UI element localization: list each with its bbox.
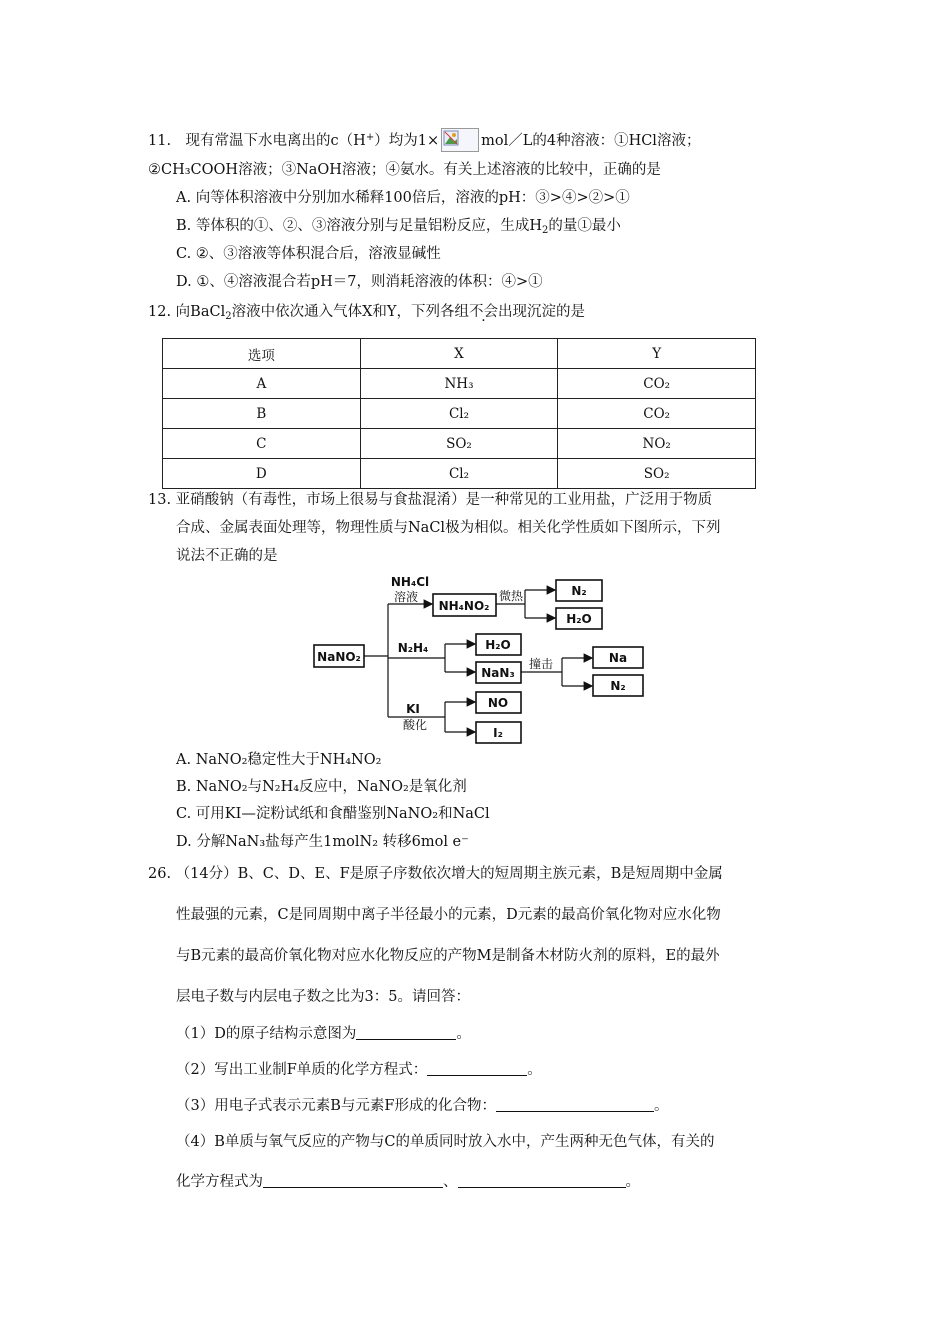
table-header: X	[360, 339, 558, 369]
q13-option-d: D. 分解NaN₃盐每产生1molN₂ 转移6mol e⁻	[176, 834, 469, 850]
table-header: 选项	[163, 339, 361, 369]
q13-option-a: A. NaNO₂稳定性大于NH₄NO₂	[176, 752, 382, 768]
q13-option-c: C. 可用KI—淀粉试纸和食醋鉴别NaNO₂和NaCl	[176, 806, 490, 822]
q11-option-c: C. ②、③溶液等体积混合后，溶液显碱性	[176, 246, 441, 262]
table-cell: D	[163, 459, 361, 489]
broken-image-icon	[441, 128, 479, 152]
q11-line-1: 11. 现有常温下水电离出的c（H+）均为1× mol／L的4种溶液：①HCl溶液；	[148, 128, 700, 152]
table-row	[163, 429, 756, 459]
node-na: Na	[608, 651, 628, 665]
node-nano2: NaNO₂	[317, 650, 361, 664]
q12-table	[162, 338, 756, 489]
q13-line-2: 合成、金属表面处理等，物理性质与NaCl极为相似。相关化学性质如下图所示，下列	[176, 520, 721, 536]
q13-option-b: B. NaNO₂与N₂H₄反应中，NaNO₂是氧化剂	[176, 779, 467, 795]
table-cell: Cl₂	[360, 399, 558, 429]
table-cell: CO₂	[558, 369, 756, 399]
node-h2o-top: H₂O	[566, 612, 592, 626]
label-nh4cl: NH₄Cl	[390, 575, 430, 589]
table-cell: C	[163, 429, 361, 459]
q11-option-a: A. 向等体积溶液中分别加水稀释100倍后，溶液的pH：③>④>②>①	[176, 190, 630, 206]
q11-option-d: D. ①、④溶液混合若pH＝7，则消耗溶液的体积：④>①	[176, 274, 543, 290]
table-cell: NH₃	[360, 369, 558, 399]
emphasis-dots: 不会	[468, 304, 498, 320]
node-n2-top: N₂	[571, 584, 587, 598]
answer-blank[interactable]	[458, 1173, 626, 1188]
label-acidify: 酸化	[402, 718, 428, 732]
table-cell: SO₂	[360, 429, 558, 459]
q26-part-4: （4）B单质与氧气反应的产物与C的单质同时放入水中，产生两种无色气体，有关的	[176, 1134, 715, 1150]
q13-line-1: 13. 亚硝酸钠（有毒性，市场上很易与食盐混淆）是一种常见的工业用盐，广泛用于物质	[148, 492, 713, 508]
table-cell: CO₂	[558, 399, 756, 429]
q12-stem: 12. 向BaCl$_2$溶液中依次通入气体X和Y，下列各组不会出现沉淀的是	[148, 304, 585, 322]
node-no: NO	[487, 696, 509, 710]
q26-line-2: 性最强的元素，C是同周期中离子半径最小的元素，D元素的最高价氧化物对应水化物	[176, 907, 721, 923]
table-row	[163, 399, 756, 429]
label-solution: 溶液	[393, 590, 419, 604]
label-n2h4: N₂H₄	[397, 641, 429, 655]
answer-blank[interactable]	[263, 1173, 443, 1188]
q11-line-2: ②CH₃COOH溶液；③NaOH溶液；④氨水。有关上述溶液的比较中，正确的是	[148, 162, 661, 178]
table-header-row	[163, 339, 756, 369]
node-nh4no2: NH₄NO₂	[438, 599, 490, 613]
q26-part-1: （1）D的原子结构示意图为 。	[176, 1026, 471, 1042]
q26-line-3: 与B元素的最高价氧化物对应水化物反应的产物M是制备木材防火剂的原料，E的最外	[176, 948, 720, 964]
table-cell: SO₂	[558, 459, 756, 489]
node-i2: I₂	[493, 726, 503, 740]
table-cell: A	[163, 369, 361, 399]
reaction-diagram	[300, 572, 660, 747]
table-header: Y	[558, 339, 756, 369]
q11-option-b: B. 等体积的①、②、③溶液分别与足量铝粉反应，生成$H_2$的量①最小	[176, 218, 621, 236]
answer-blank[interactable]	[496, 1097, 654, 1112]
node-nan3: NaN₃	[481, 666, 515, 680]
q26-part-4-answer: 化学方程式为 、 。	[176, 1174, 640, 1190]
label-ki: KI	[406, 702, 420, 716]
answer-blank[interactable]	[356, 1025, 456, 1040]
table-row	[163, 459, 756, 489]
q26-part-2: （2）写出工业制F单质的化学方程式： 。	[176, 1062, 542, 1078]
q26-line-1: 26. （14分）B、C、D、E、F是原子序数依次增大的短周期主族元素，B是短周期中金属	[148, 866, 723, 882]
table-row	[163, 369, 756, 399]
table-cell: NO₂	[558, 429, 756, 459]
node-h2o-mid: H₂O	[485, 638, 511, 652]
table-cell: B	[163, 399, 361, 429]
node-n2-mid: N₂	[610, 679, 626, 693]
answer-blank[interactable]	[427, 1061, 527, 1076]
label-heat: 微热	[498, 589, 524, 603]
label-impact: 撞击	[528, 657, 554, 671]
q13-line-3: 说法不正确的是	[176, 548, 278, 564]
table-cell: Cl₂	[360, 459, 558, 489]
q26-part-3: （3）用电子式表示元素B与元素F形成的化合物： 。	[176, 1098, 669, 1114]
q26-line-4: 层电子数与内层电子数之比为3：5。请回答：	[176, 989, 470, 1005]
